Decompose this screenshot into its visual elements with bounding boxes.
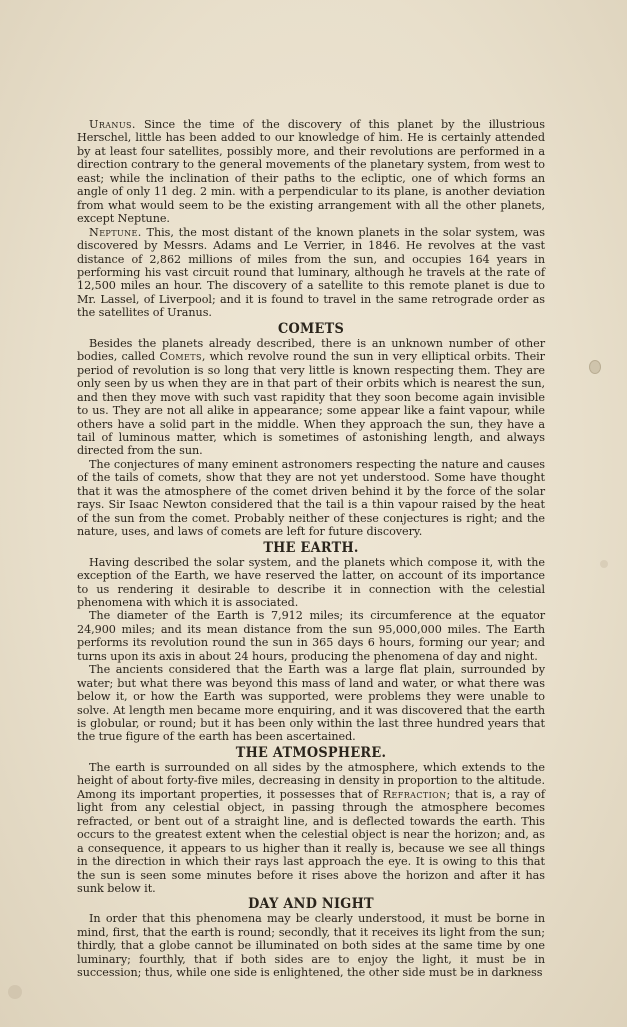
earth-paragraph-3: The ancients considered that the Earth was a large flat plain, surrounded by water; but what there was beyond this mass of land and water, or what there was below it, or how the Earth was supported, were problems they were unable to solve. At length men became more enquiring, and it was discovered that the earth is globular, or round; but it has been only within the last three hundred years that the true figure of the earth has been ascertained.	[77, 663, 545, 744]
article-body	[77, 118, 545, 980]
page-hole	[589, 360, 601, 374]
uranus-text: Since the time of the discovery of this planet by the illustrious Herschel, little has been added to our knowledge of him. He is certainly attended by at least four satellites, possibly more, and their revolutions are performed in a direction contrary to the general movements of the planetary system, from west to east; while the inclination of their paths to the ecliptic, one of which forms an angle of only 11 deg. 2 min. with a perpendicular to its plane, is another deviation from what would seem to be the existing arrangement with all the other planets, except Neptune.	[77, 118, 545, 226]
day-night-heading: DAY AND NIGHT	[248, 896, 374, 913]
atmosphere-heading: THE ATMOSPHERE.	[235, 744, 387, 761]
earth-paragraph-2: The diameter of the Earth is 7,912 miles; its circumference at the equator 24,900 miles; and its mean distance from the sun 95,000,000 miles. The Earth performs its revolution round the sun in 365 days 6 hours, forming our year; and turns upon its axis in about 24 hours, producing the phenomena of day and night.	[77, 609, 545, 663]
comets-paragraph-1: Besides the planets already described, there is an unknown number of other bodies, called Comets, which revolve round the sun in very elliptical orbits. Their period of revolution is so long that very little is known respecting them. They are only seen by us when they are in that part of their orbits which is nearest the sun, and then they move with such vast rapidity that they soon become again invisible to us. They are not all alike in appearance; some appear like a faint vapour, while others have a solid part in the middle. When they approach the sun, they have a tail of luminous matter, which is sometimes of astonishing length, and always directed from the sun.	[77, 336, 545, 458]
paper-stain	[8, 985, 22, 999]
earth-heading: THE EARTH.	[263, 539, 359, 556]
refraction-term: Refraction	[382, 787, 447, 801]
atmosphere-paragraph: The earth is surrounded on all sides by the atmosphere, which extends to the height of about forty-five miles, decreasing in density in proportion to the altitude. Among its important properties, it possesses that of Refraction; that is, a ray of light from any celestial object, in passing through the atmosphere becomes refracted, or bent out of a straight line, and is deflected towards the earth. This occurs to the greatest extent when the celestial object is near the horizon; and, as a consequence, it appears to us higher than it really is, because we see all things in the direction in which their rays last approach the eye. It is owing to this that the sun is seen some minutes before it rises above the horizon and after it has sunk below it.	[77, 760, 545, 896]
comets-term: Comets	[159, 350, 202, 364]
earth-paragraph-1: Having described the solar system, and the planets which compose it, with the exception of the Earth, we have reserved the latter, on account of its importance to us rendering it desirable to describe it in connection with the celestial phenomena with which it is associated.	[77, 555, 545, 609]
comets-paragraph-2: The conjectures of many eminent astronomers respecting the nature and causes of the tails of comets, show that they are not yet understood. Some have thought that it was the atmosphere of the comet driven behind it by the force of the solar rays. Sir Isaac Newton considered that the tail is a thin vapour raised by the heat of the sun from the comet. Probably neither of these conjectures is right; and the nature, uses, and laws of comets are left for future discovery.	[77, 457, 545, 539]
neptune-term: Neptune.	[89, 225, 142, 239]
day-night-paragraph: In order that this phenomena may be clearly understood, it must be borne in mind, first, that the earth is round; secondly, that it receives its light from the sun; thirdly, that a globe cannot be illuminated on both sides at the same time by one luminary; fourthly, that if both sides are to enjoy the light, it must be in succession; thus, while one side is enlightened, the other side must be in darkness	[77, 912, 545, 980]
paper-stain	[600, 560, 608, 568]
neptune-paragraph	[77, 226, 545, 320]
uranus-term: Uranus.	[89, 118, 136, 131]
neptune-text: This, the most distant of the known planets in the solar system, was discovered by Messrs. Adams and Le Verrier, in 1846. He revolves at the vast distance of 2,862 millions of miles from the sun, and occupies 164 years in performing his vast circuit round that luminary, although he travels at the rate of 12,500 miles an hour. The discovery of a satellite to this remote planet is due to Mr. Lassel, of Liverpool; and it is found to travel in the same retrograde order as the satellites of Uranus.	[77, 225, 545, 320]
comets-heading: COMETS	[277, 320, 345, 337]
uranus-paragraph	[77, 118, 545, 226]
